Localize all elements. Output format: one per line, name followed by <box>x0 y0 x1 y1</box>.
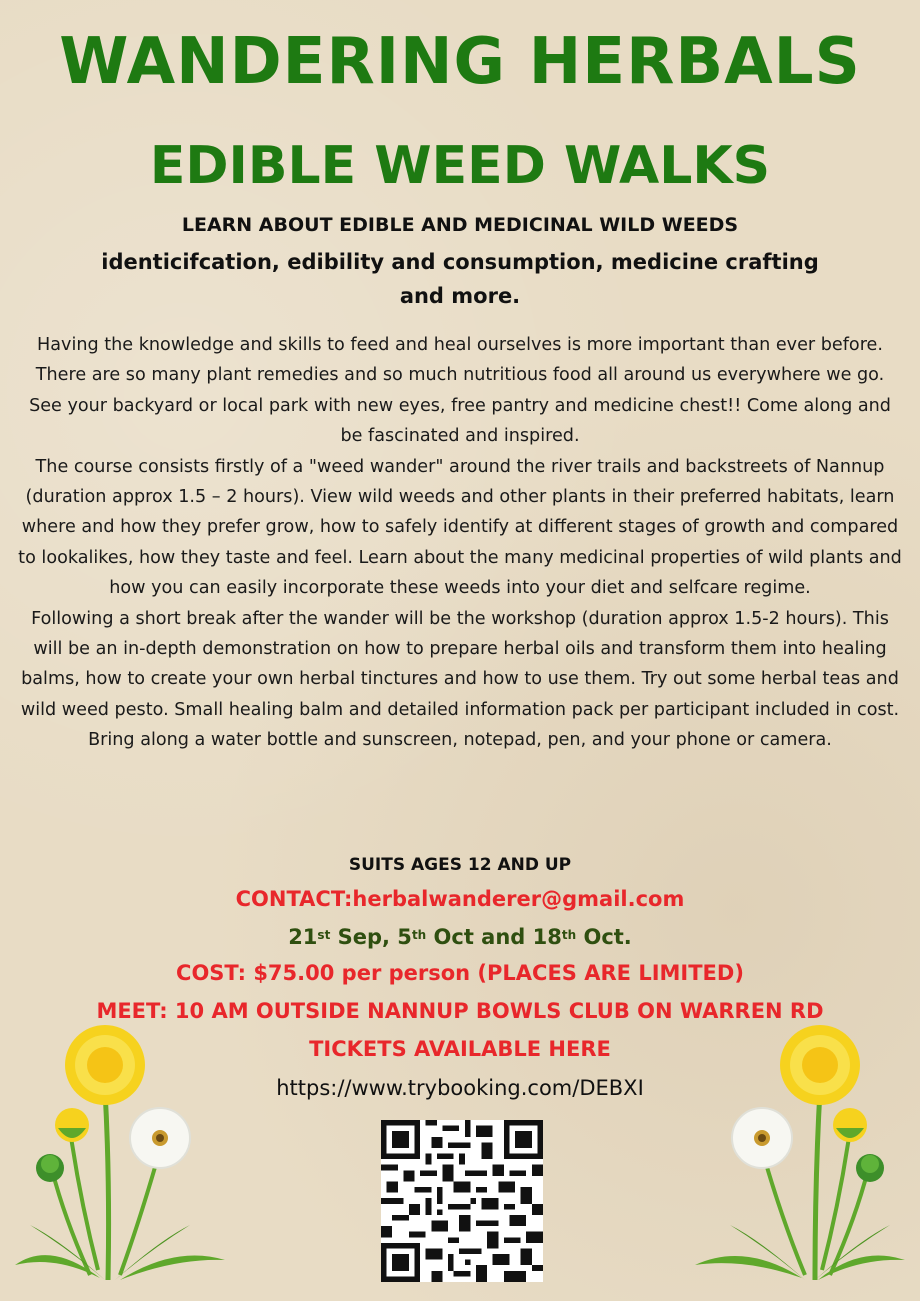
dandelion-flower-icon <box>780 1025 860 1105</box>
flower-bud-icon <box>36 1154 64 1182</box>
page-subtitle: EDIBLE WEED WALKS <box>149 136 771 196</box>
dandelion-flower-icon <box>10 1020 230 1290</box>
dandelion-flower-icon <box>690 1020 910 1290</box>
booking-link[interactable]: https://www.trybooking.com/DEBXI <box>276 1076 644 1100</box>
date-text: Oct and 18 <box>426 925 562 949</box>
date-suffix: st <box>317 928 331 942</box>
dandelion-seedhead-icon <box>130 1108 190 1168</box>
dandelion-flower-icon <box>833 1108 867 1142</box>
cost-info: COST: $75.00 per person (PLACES ARE LIMITED) <box>176 961 744 985</box>
page-title: WANDERING HERBALS <box>59 25 861 99</box>
event-dates <box>0 922 920 952</box>
tickets-heading: TICKETS AVAILABLE HERE <box>309 1037 611 1061</box>
intro-tagline: identicifcation, edibility and consumption, medicine crafting and more. <box>101 250 819 308</box>
intro-heading: LEARN ABOUT EDIBLE AND MEDICINAL WILD WEEDS <box>181 214 739 236</box>
description-paragraph: Bring along a water bottle and sunscreen, notepad, pen, and your phone or camera. <box>88 730 832 751</box>
dandelion-seedhead-icon <box>732 1108 792 1168</box>
date-suffix: th <box>561 928 577 942</box>
date-suffix: th <box>411 928 427 942</box>
description <box>18 330 902 756</box>
age-requirement: SUITS AGES 12 AND UP <box>348 855 572 875</box>
dandelion-flower-icon <box>55 1108 89 1142</box>
contact-email[interactable]: CONTACT:herbalwanderer@gmail.com <box>235 887 685 911</box>
flower-bud-icon <box>856 1154 884 1182</box>
dandelion-flower-icon <box>65 1025 145 1105</box>
date-day: 21 <box>288 925 318 949</box>
description-paragraph: Following a short break after the wander will be the workshop (duration approx 1.5-2 hours). This will be an in-depth demonstration on how to prepare herbal oils and transform them into healing balms, how to create your own herbal tinctures and how to use them. Try out some herbal teas and wild weed pesto. Small healing balm and detailed information pack per participant included in cost. <box>20 608 900 720</box>
date-text: Oct. <box>576 925 632 949</box>
qr-code-icon[interactable] <box>381 1120 543 1282</box>
description-paragraph: The course consists firstly of a "weed wander" around the river trails and backstreets of Nannup (duration approx 1.5 – 2 hours). View wild weeds and other plants in their preferred habitats, learn where and how they prefer grow, how to safely identify at different stages of growth and compared to lookalikes, how they taste and feel. Learn about the many medicinal properties of wild plants and how you can easily incorporate these weeds into your diet and selfcare regime. <box>18 456 902 599</box>
date-text: Sep, 5 <box>330 925 412 949</box>
meeting-location: MEET: 10 AM OUTSIDE NANNUP BOWLS CLUB ON WARREN RD <box>96 999 824 1023</box>
description-paragraph: Having the knowledge and skills to feed and heal ourselves is more important than ever before. There are so many plant remedies and so much nutritious food all around us everywhere we go. See your backyard or local park with new eyes, free pantry and medicine chest!! Come along and be fascinated and inspired. <box>29 335 891 447</box>
